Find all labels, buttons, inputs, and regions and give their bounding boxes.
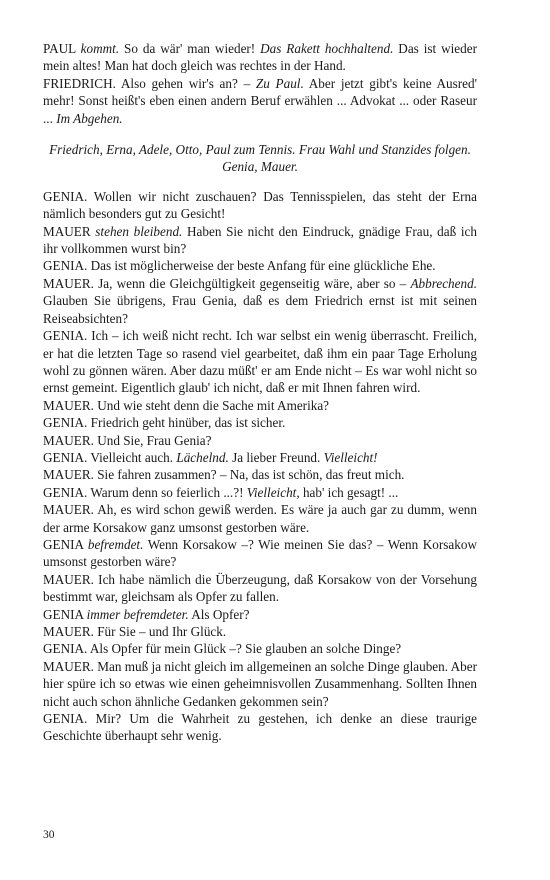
dialogue-paragraph [43, 275, 477, 327]
dialogue-text: Haben Sie nicht den Eindruck, gnädige Frau, daß ich ihr vollkommen wurst bin? [43, 223, 477, 257]
dialogue-text: GENIA. Vielleicht auch. [43, 449, 177, 465]
stage-direction-text: kommt. [80, 41, 120, 56]
dialogue-text: GENIA. Ich – ich weiß nicht recht. Ich war selbst ein wenig überrascht. Freilich, er hat die letzten Tage so rasend viel gearbeitet, daß ihm ein paar Tage Erholung wohl zu gönnen wären. Aber dazu müßt' er am Ende nicht – Es war wohl nicht so ernst gemeint. Eigentlich glaub' ich nicht, daß er mit Ihnen fahren wird. [43, 328, 477, 396]
dialogue-text: MAUER. Ah, es wird schon gewiß werden. Es wäre ja auch gar zu dumm, wenn der arme Korsakow ganz umsonst gestorben wäre. [43, 502, 477, 535]
dialogue-text: Das ist wieder mein altes! Man hat doch gleich was rechtes in der Hand. [43, 41, 477, 74]
dialogue-text: Als Opfer? [188, 606, 250, 622]
dialogue-text: MAUER. Und wie steht denn die Sache mit Amerika? [43, 397, 330, 413]
dialogue-paragraph [43, 449, 477, 466]
dialogue-paragraph [43, 466, 477, 483]
dialogue-block-top [43, 40, 477, 127]
stage-direction-text: Im Abgehen. [56, 110, 123, 126]
dialogue-paragraph [43, 536, 477, 571]
dialogue-paragraph [43, 658, 477, 710]
dialogue-text: Ja lieber Freund. [228, 449, 324, 465]
dialogue-text: GENIA. Warum denn so feierlich ...?! [43, 484, 247, 500]
dialogue-text: PAUL [43, 41, 81, 56]
stage-direction-text: immer befremdeter. [86, 606, 189, 622]
dialogue-text: Glauben Sie übrigens, Frau Genia, daß es dem Friedrich ernst ist mit seinen Reiseabsichten? [43, 293, 477, 326]
dialogue-text: GENIA. Als Opfer für mein Glück –? Sie glauben an solche Dinge? [43, 641, 402, 657]
page-number: 30 [43, 829, 55, 841]
dialogue-text: GENIA. Mir? Um die Wahrheit zu gestehen, ich denke an diese traurige Geschichte überhaupt sehr wenig. [43, 711, 477, 744]
dialogue-text: Wenn Korsakow –? Wie meinen Sie das? – Wenn Korsakow umsonst gestorben wäre? [43, 536, 477, 570]
stage-direction-text: Lächelnd. [176, 449, 229, 465]
dialogue-paragraph [43, 223, 477, 258]
dialogue-text: MAUER [43, 223, 96, 239]
dialogue-text: MAUER. Man muß ja nicht gleich im allgemeinen an solche Dinge glauben. Aber hier spüre ich so etwas wie einen geheimnisvollen Zusammenhang. Sollten Ihnen nicht auch schon ähnliche Gedanken gekommen sein? [43, 658, 477, 709]
dialogue-paragraph [43, 710, 477, 745]
dialogue-text: hab' ich gesagt! ... [299, 484, 399, 500]
dialogue-paragraph [43, 571, 477, 606]
dialogue-paragraph [43, 40, 477, 75]
stage-direction-text: Abbrechend. [410, 275, 477, 291]
dialogue-paragraph [43, 432, 477, 449]
dialogue-paragraph [43, 484, 477, 501]
dialogue-text: MAUER. Ja, wenn die Gleichgültigkeit gegenseitig wäre, aber so – [43, 275, 411, 291]
stage-direction-text: Zu Paul. [255, 75, 304, 91]
dialogue-text: GENIA [43, 606, 87, 622]
dialogue-text: Aber jetzt gibt's keine Ausred' mehr! Sonst heißt's eben einen andern Beruf erwählen ... Advokat ... oder Raseur ... [43, 75, 477, 126]
dialogue-text: MAUER. Und Sie, Frau Genia? [43, 432, 212, 448]
dialogue-text: MAUER. Ich habe nämlich die Überzeugung, daß Korsakow von der Vorsehung bestimmt war, gleichsam als Opfer zu fallen. [43, 571, 477, 605]
dialogue-paragraph [43, 414, 477, 431]
dialogue-text: GENIA. Das ist möglicherweise der beste Anfang für eine glückliche Ehe. [43, 258, 436, 274]
stage-direction-text: stehen bleibend. [95, 223, 183, 239]
dialogue-text: FRIEDRICH. Also gehen wir's an? – [43, 75, 256, 91]
dialogue-paragraph [43, 640, 477, 657]
dialogue-text: MAUER. Für Sie – und Ihr Glück. [43, 624, 227, 639]
dialogue-text: GENIA. Friedrich geht hinüber, das ist sicher. [43, 415, 286, 431]
stage-direction-line: Friedrich, Erna, Adele, Otto, Paul zum Tennis. Frau Wahl und Stanzides folgen. [49, 142, 471, 158]
stage-direction-text: befremdet. [87, 536, 144, 552]
dialogue-paragraph [43, 501, 477, 536]
stage-direction-text: Vielleicht! [323, 449, 378, 465]
stage-direction-characters: Genia, Mauer. [222, 159, 298, 175]
dialogue-text: GENIA. Wollen wir nicht zuschauen? Das Tennisspielen, das steht der Erna nämlich besonders gut zu Gesicht! [43, 188, 477, 222]
dialogue-text: So da wär' man wieder! [119, 41, 261, 56]
stage-direction-text: Das Rakett hochhaltend. [260, 41, 394, 56]
page-body [43, 40, 477, 745]
dialogue-paragraph [43, 397, 477, 414]
dialogue-paragraph [43, 188, 477, 223]
dialogue-text: GENIA [43, 536, 88, 552]
dialogue-block-main [43, 188, 477, 745]
dialogue-paragraph [43, 327, 477, 397]
dialogue-paragraph [43, 257, 477, 274]
dialogue-paragraph [43, 606, 477, 623]
dialogue-text: MAUER. Sie fahren zusammen? – Na, das ist schön, das freut mich. [43, 467, 405, 483]
stage-direction-text: Vielleicht, [246, 484, 300, 500]
dialogue-paragraph [43, 75, 477, 127]
dialogue-paragraph [43, 623, 477, 640]
